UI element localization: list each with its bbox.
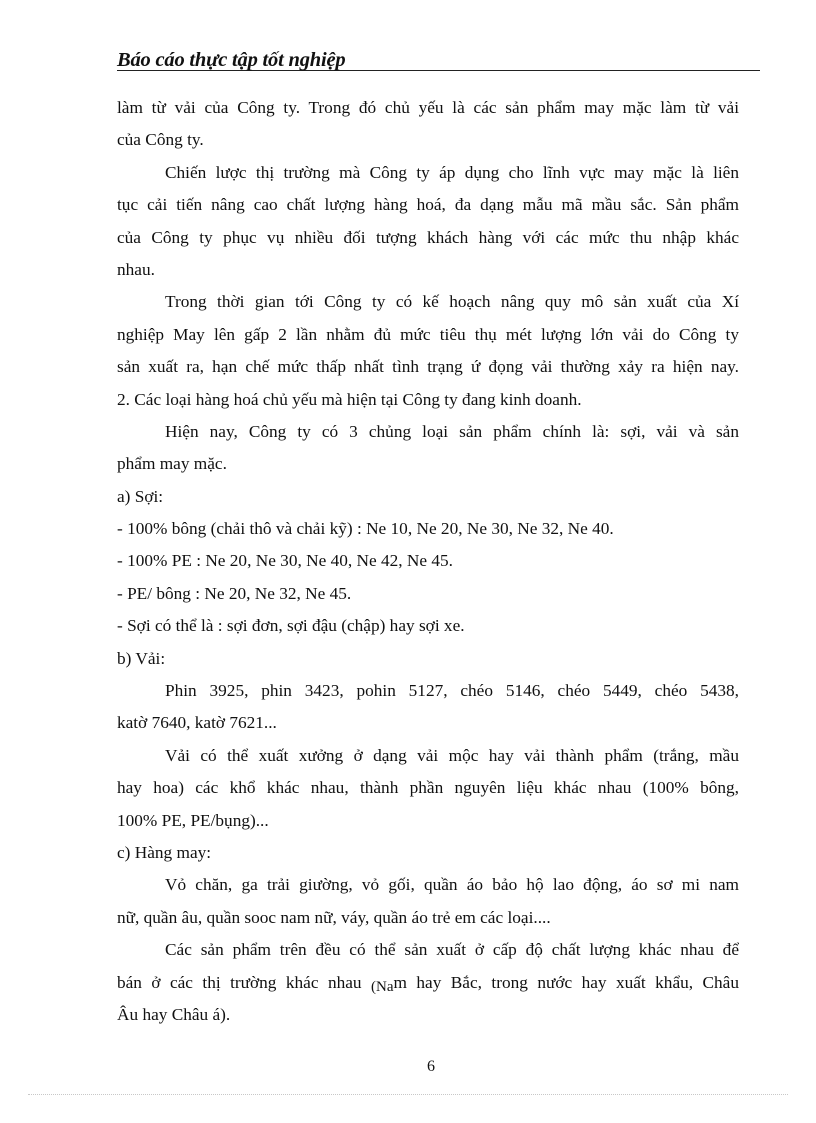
- header-title: Báo cáo thực tập tốt nghiệp: [117, 49, 346, 71]
- list-item: - 100% PE : Ne 20, Ne 30, Ne 40, Ne 42, Ne 45.: [117, 551, 453, 571]
- text-line: katờ 7640, katờ 7621...: [117, 713, 277, 733]
- text-line: nghiệp May lên gấp 2 lần nhằm đủ mức tiêu thụ mét lượng lớn vải do Công ty: [117, 324, 739, 344]
- text-fragment: (Na: [371, 978, 394, 995]
- text-line: Trong thời gian tới Công ty có kế hoạch nâng quy mô sản xuất của Xí: [165, 292, 739, 312]
- text-line: hay hoa) các khổ khác nhau, thành phần nguyên liệu khác nhau (100% bông,: [117, 778, 739, 798]
- list-item: - Sợi có thể là : sợi đơn, sợi đậu (chập) hay sợi xe.: [117, 616, 465, 636]
- text-line: Âu hay Châu á).: [117, 1004, 231, 1024]
- text-line: Hiện nay, Công ty có 3 chủng loại sản phẩm chính là: sợi, vải và sản: [165, 421, 739, 441]
- list-item: - 100% bông (chải thô và chải kỹ) : Ne 10, Ne 20, Ne 30, Ne 32, Ne 40.: [117, 519, 614, 539]
- text-line: Chiến lược thị trường mà Công ty áp dụng cho lĩnh vực may mặc là liên: [165, 162, 739, 182]
- text-line: của Công ty.: [117, 130, 204, 150]
- text-line: làm từ vải của Công ty. Trong đó chủ yếu là các sản phẩm may mặc làm từ vải: [117, 98, 739, 117]
- text-line: [117, 967, 739, 999]
- text-line: nhau.: [117, 259, 155, 279]
- page-header: [117, 48, 760, 71]
- text-fragment: m hay Bắc, trong nước hay xuất khẩu, Châu: [393, 972, 739, 992]
- list-item: - PE/ bông : Ne 20, Ne 32, Ne 45.: [117, 583, 352, 603]
- text-line: Phin 3925, phin 3423, pohin 5127, chéo 5146, chéo 5449, chéo 5438,: [165, 681, 739, 701]
- subheading-yarn: a) Sợi:: [117, 486, 164, 506]
- text-line: phẩm may mặc.: [117, 454, 227, 474]
- text-line: Vải có thể xuất xưởng ở dạng vải mộc hay vải thành phẩm (trắng, mầu: [165, 745, 739, 765]
- page-bottom-divider: [28, 1094, 788, 1095]
- page-number: 6: [427, 1058, 435, 1075]
- text-line: Các sản phẩm trên đều có thể sản xuất ở cấp độ chất lượng khác nhau để: [165, 940, 739, 960]
- section-heading: 2. Các loại hàng hoá chủ yếu mà hiện tại Công ty đang kinh doanh.: [117, 389, 582, 409]
- text-line: của Công ty phục vụ nhiều đối tượng khách hàng với các mức thu nhập khác: [117, 227, 739, 247]
- subheading-fabric: b) Vải:: [117, 648, 166, 668]
- text-line: sản xuất ra, hạn chế mức thấp nhất tình trạng ứ đọng vải thường xảy ra hiện nay.: [117, 357, 739, 377]
- text-line: nữ, quần âu, quần sooc nam nữ, váy, quần áo trẻ em các loại....: [117, 907, 551, 927]
- text-fragment: bán ở các thị trường khác nhau: [117, 972, 362, 992]
- subheading-garments: c) Hàng may:: [117, 842, 212, 862]
- body-text: [117, 92, 739, 1031]
- text-line: tục cải tiến nâng cao chất lượng hàng hoá, đa dạng mẫu mã mầu sắc. Sản phẩm: [117, 195, 739, 215]
- text-line: 100% PE, PE/bụng)...: [117, 810, 269, 830]
- text-line: Vỏ chăn, ga trải giường, vỏ gối, quần áo bảo hộ lao động, áo sơ mi nam: [165, 875, 739, 895]
